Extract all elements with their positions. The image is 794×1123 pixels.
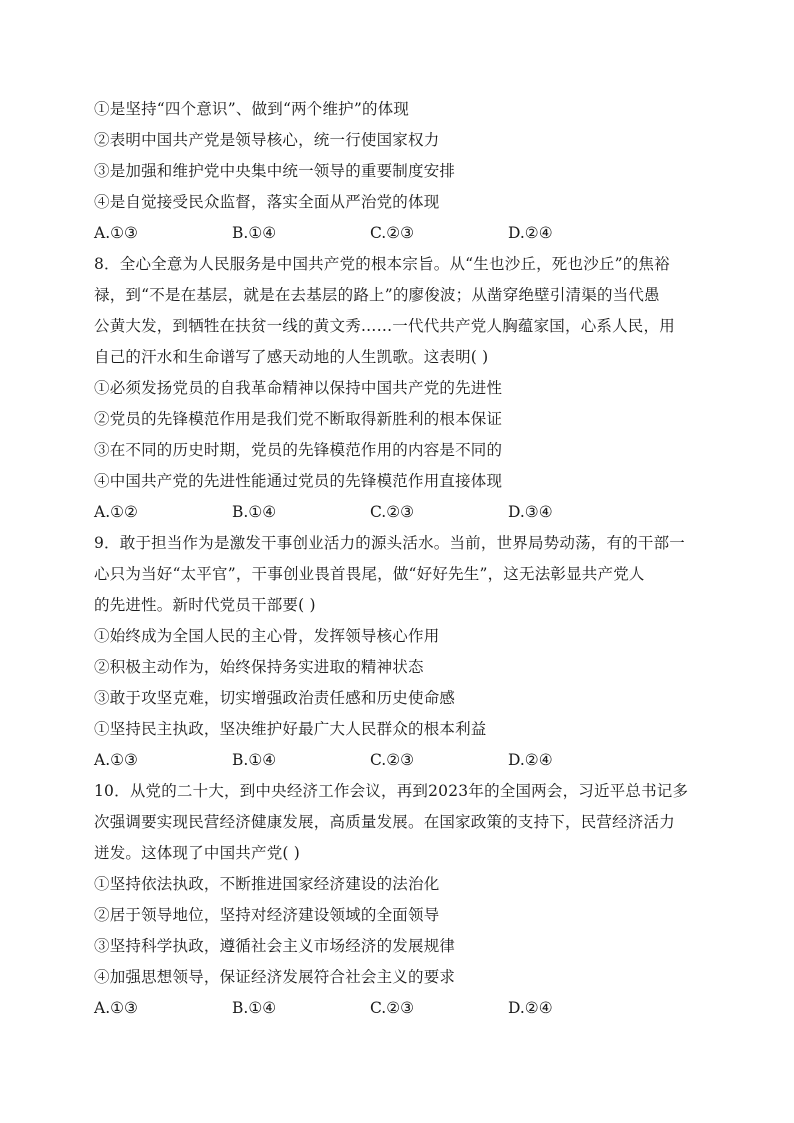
option-c[interactable]: C.②③: [370, 503, 415, 521]
question-stem-line: 迸发。这体现了中国共产党( ): [94, 844, 301, 862]
question-7: [94, 94, 706, 249]
question-9: [94, 528, 706, 776]
option-b[interactable]: B.①④: [232, 224, 277, 242]
option-b[interactable]: B.①④: [232, 999, 277, 1017]
statement-item: ③敢于攻坚克难，切实增强政治责任感和历史使命感: [94, 689, 456, 707]
option-d[interactable]: D.③④: [508, 503, 553, 521]
statement-item: ①坚持民主执政，坚决维护好最广大人民群众的根本利益: [94, 720, 487, 738]
option-b[interactable]: B.①④: [232, 503, 277, 521]
statement-item: ③是加强和维护党中央集中统一领导的重要制度安排: [94, 162, 456, 180]
option-a[interactable]: A.①③: [94, 999, 138, 1017]
option-a[interactable]: A.①③: [94, 751, 138, 769]
answer-options: [94, 497, 706, 528]
option-a[interactable]: A.①③: [94, 224, 138, 242]
statement-item: ①坚持依法执政，不断推进国家经济建设的法治化: [94, 875, 440, 893]
question-stem-line: 8．全心全意为人民服务是中国共产党的根本宗旨。从“生也沙丘，死也沙丘”的焦裕: [94, 255, 670, 273]
question-stem-line: 10．从党的二十大，到中央经济工作会议，再到2023年的全国两会，习近平总书记多: [94, 782, 689, 800]
statement-item: ④是自觉接受民众监督，落实全面从严治党的体现: [94, 193, 440, 211]
answer-options: [94, 745, 706, 776]
question-stem-line: 心只为当好“太平官”，干事创业畏首畏尾，做“好好先生”，这无法彰显共产党人: [94, 565, 645, 583]
option-c[interactable]: C.②③: [370, 224, 415, 242]
option-d[interactable]: D.②④: [508, 751, 553, 769]
statement-item: ②积极主动作为，始终保持务实进取的精神状态: [94, 658, 424, 676]
option-d[interactable]: D.②④: [508, 224, 553, 242]
statement-item: ④加强思想领导，保证经济发展符合社会主义的要求: [94, 968, 456, 986]
question-stem-line: 禄，到“不是在基层，就是在去基层的路上”的廖俊波；从凿穿绝壁引清渠的当代愚: [94, 286, 660, 304]
question-stem-line: 次强调要实现民营经济健康发展，高质量发展。在国家政策的支持下，民营经济活力: [94, 813, 675, 831]
statement-item: ③在不同的历史时期，党员的先锋模范作用的内容是不同的: [94, 441, 503, 459]
question-8: [94, 249, 706, 528]
statement-item: ①始终成为全国人民的主心骨，发挥领导核心作用: [94, 627, 440, 645]
exam-page: [94, 94, 706, 1024]
question-stem-line: 公黄大发，到牺牲在扶贫一线的黄文秀……一代代共产党人胸蕴家国，心系人民，用: [94, 317, 675, 335]
statement-item: ②表明中国共产党是领导核心，统一行使国家权力: [94, 131, 440, 149]
statement-item: ②居于领导地位，坚持对经济建设领域的全面领导: [94, 906, 440, 924]
option-c[interactable]: C.②③: [370, 751, 415, 769]
question-stem-line: 9．敢于担当作为是激发干事创业活力的源头活水。当前，世界局势动荡，有的干部一: [94, 534, 685, 552]
statement-item: ②党员的先锋模范作用是我们党不断取得新胜利的根本保证: [94, 410, 503, 428]
statement-item: ①是坚持“四个意识”、做到“两个维护”的体现: [94, 100, 410, 118]
statement-item: ③坚持科学执政，遵循社会主义市场经济的发展规律: [94, 937, 456, 955]
option-d[interactable]: D.②④: [508, 999, 553, 1017]
answer-options: [94, 218, 706, 249]
question-10: [94, 776, 706, 1024]
statement-item: ①必须发扬党员的自我革命精神以保持中国共产党的先进性: [94, 379, 503, 397]
statement-item: ④中国共产党的先进性能通过党员的先锋模范作用直接体现: [94, 472, 503, 490]
option-b[interactable]: B.①④: [232, 751, 277, 769]
question-stem-line: 的先进性。新时代党员干部要( ): [94, 596, 316, 614]
question-stem-line: 自己的汗水和生命谱写了感天动地的人生凯歌。这表明( ): [94, 348, 489, 366]
answer-options: [94, 993, 706, 1024]
option-c[interactable]: C.②③: [370, 999, 415, 1017]
option-a[interactable]: A.①②: [94, 503, 138, 521]
